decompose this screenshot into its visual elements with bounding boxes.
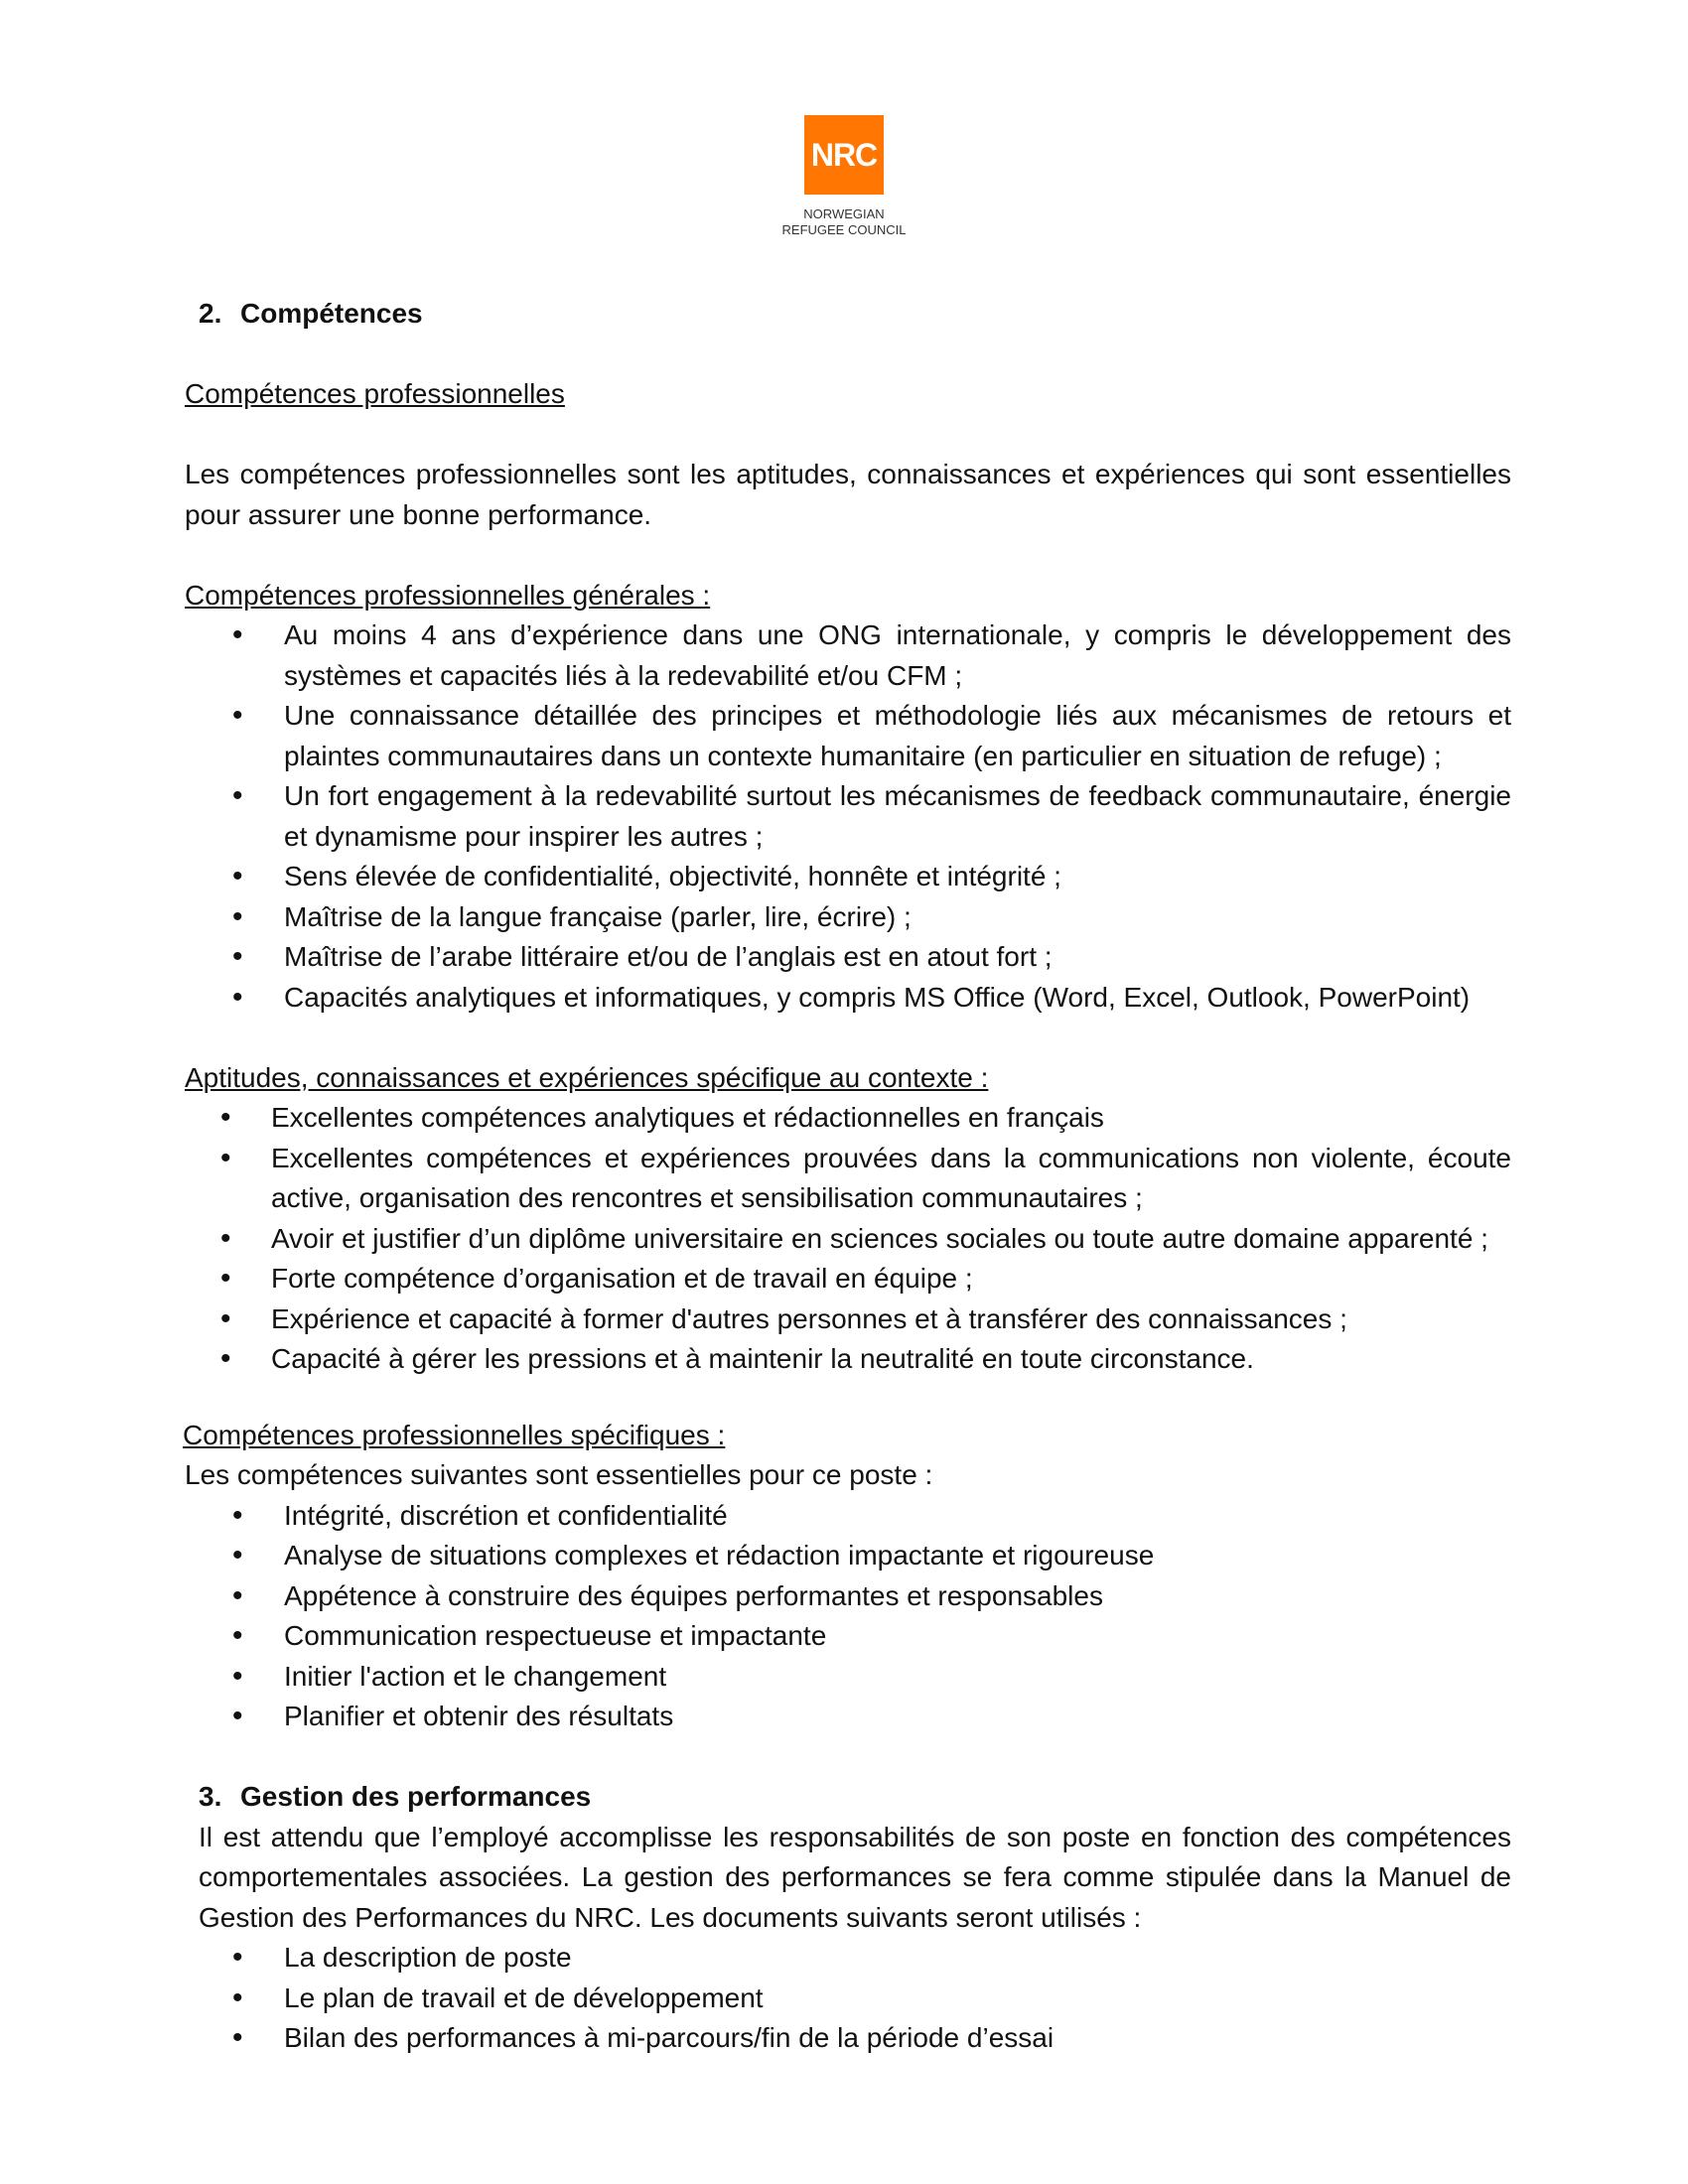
specific-competences-intro: Les compétences suivantes sont essentielles pour ce poste : <box>185 1459 933 1490</box>
pro-competences-heading: Compétences professionnelles <box>185 378 565 409</box>
list-item: • Avoir et justifier d’un diplôme universitaire en sciences sociales ou toute autre domaine apparenté ; <box>185 1219 1511 1260</box>
list-item: • Capacité à gérer les pressions et à maintenir la neutralité en toute circonstance. <box>185 1339 1511 1380</box>
list-item: • Un fort engagement à la redevabilité surtout les mécanismes de feedback communautaire, énergie et dynamisme pour inspirer les autres ; <box>185 776 1511 857</box>
list-item: • Sens élevée de confidentialité, objectivité, honnête et intégrité ; <box>185 857 1511 897</box>
list-item: • Intégrité, discrétion et confidentialité <box>185 1496 1511 1537</box>
list-item: • Initier l'action et le changement <box>185 1657 1511 1698</box>
nrc-logo-line2: REFUGEE COUNCIL <box>781 222 907 237</box>
section-2-number: 2. <box>199 298 222 329</box>
list-item: • Maîtrise de l’arabe littéraire et/ou de l’anglais est en atout fort ; <box>185 937 1511 978</box>
nrc-logo-mark <box>804 115 884 195</box>
section-2-title: Compétences <box>240 298 423 329</box>
list-item: • Appétence à construire des équipes performantes et responsables <box>185 1576 1511 1617</box>
list-item: • Maîtrise de la langue française (parler, lire, écrire) ; <box>185 897 1511 938</box>
specific-competences-list <box>185 1496 1511 1737</box>
general-competences-list <box>185 615 1511 1018</box>
section-3-title: Gestion des performances <box>240 1781 592 1812</box>
list-item: • Analyse de situations complexes et rédaction impactante et rigoureuse <box>185 1536 1511 1576</box>
list-item: • Au moins 4 ans d’expérience dans une ONG internationale, y compris le développement des systèmes et capacités liés à la redevabilité et/ou CFM ; <box>185 615 1511 696</box>
context-competences-heading: Aptitudes, connaissances et expériences spécifique au contexte : <box>185 1061 989 1093</box>
list-item: • Excellentes compétences analytiques et rédactionnelles en français <box>185 1098 1511 1139</box>
nrc-logo-line1: NORWEGIAN <box>803 206 885 221</box>
general-competences-heading: Compétences professionnelles générales : <box>185 579 711 611</box>
list-item: • Communication respectueuse et impactante <box>185 1616 1511 1657</box>
pro-competences-intro: Les compétences professionnelles sont les aptitudes, connaissances et expériences qui sont essentielles pour assurer une bonne performance. <box>185 459 1511 530</box>
list-item: • Capacités analytiques et informatiques, y compris MS Office (Word, Excel, Outlook, PowerPoint) <box>185 978 1511 1019</box>
nrc-logo <box>770 115 918 238</box>
list-item: • Forte compétence d’organisation et de travail en équipe ; <box>185 1259 1511 1299</box>
section-3-heading <box>185 1777 1511 1818</box>
section-3-intro: Il est attendu que l’employé accomplisse les responsabilités de son poste en fonction des compétences comportementales associées. La gestion des performances se fera comme stipulée dans la Manuel de Gestion des Performances du NRC. Les documents suivants seront utilisés : <box>199 1821 1511 1933</box>
section-2-heading <box>185 294 1511 335</box>
context-competences-list <box>185 1098 1511 1380</box>
list-item: • Excellentes compétences et expériences prouvées dans la communications non violente, écoute active, organisation des rencontres et sensibilisation communautaires ; <box>185 1139 1511 1219</box>
specific-competences-heading: Compétences professionnelles spécifiques : <box>183 1419 726 1450</box>
document-page <box>185 294 1511 2059</box>
list-item: • Une connaissance détaillée des principes et méthodologie liés aux mécanismes de retours et plaintes communautaires dans un contexte humanitaire (en particulier en situation de refuge) ; <box>185 696 1511 776</box>
list-item: • Expérience et capacité à former d'autres personnes et à transférer des connaissances ; <box>185 1299 1511 1340</box>
list-item: • Bilan des performances à mi-parcours/fin de la période d’essai <box>185 2018 1511 2059</box>
performance-documents-list <box>185 1938 1511 2059</box>
list-item: • La description de poste <box>185 1938 1511 1979</box>
section-3-number: 3. <box>199 1781 222 1812</box>
nrc-logo-name <box>770 206 918 238</box>
list-item: • Le plan de travail et de développement <box>185 1979 1511 2019</box>
list-item: • Planifier et obtenir des résultats <box>185 1697 1511 1737</box>
nrc-logo-abbr: NRC <box>810 136 878 173</box>
